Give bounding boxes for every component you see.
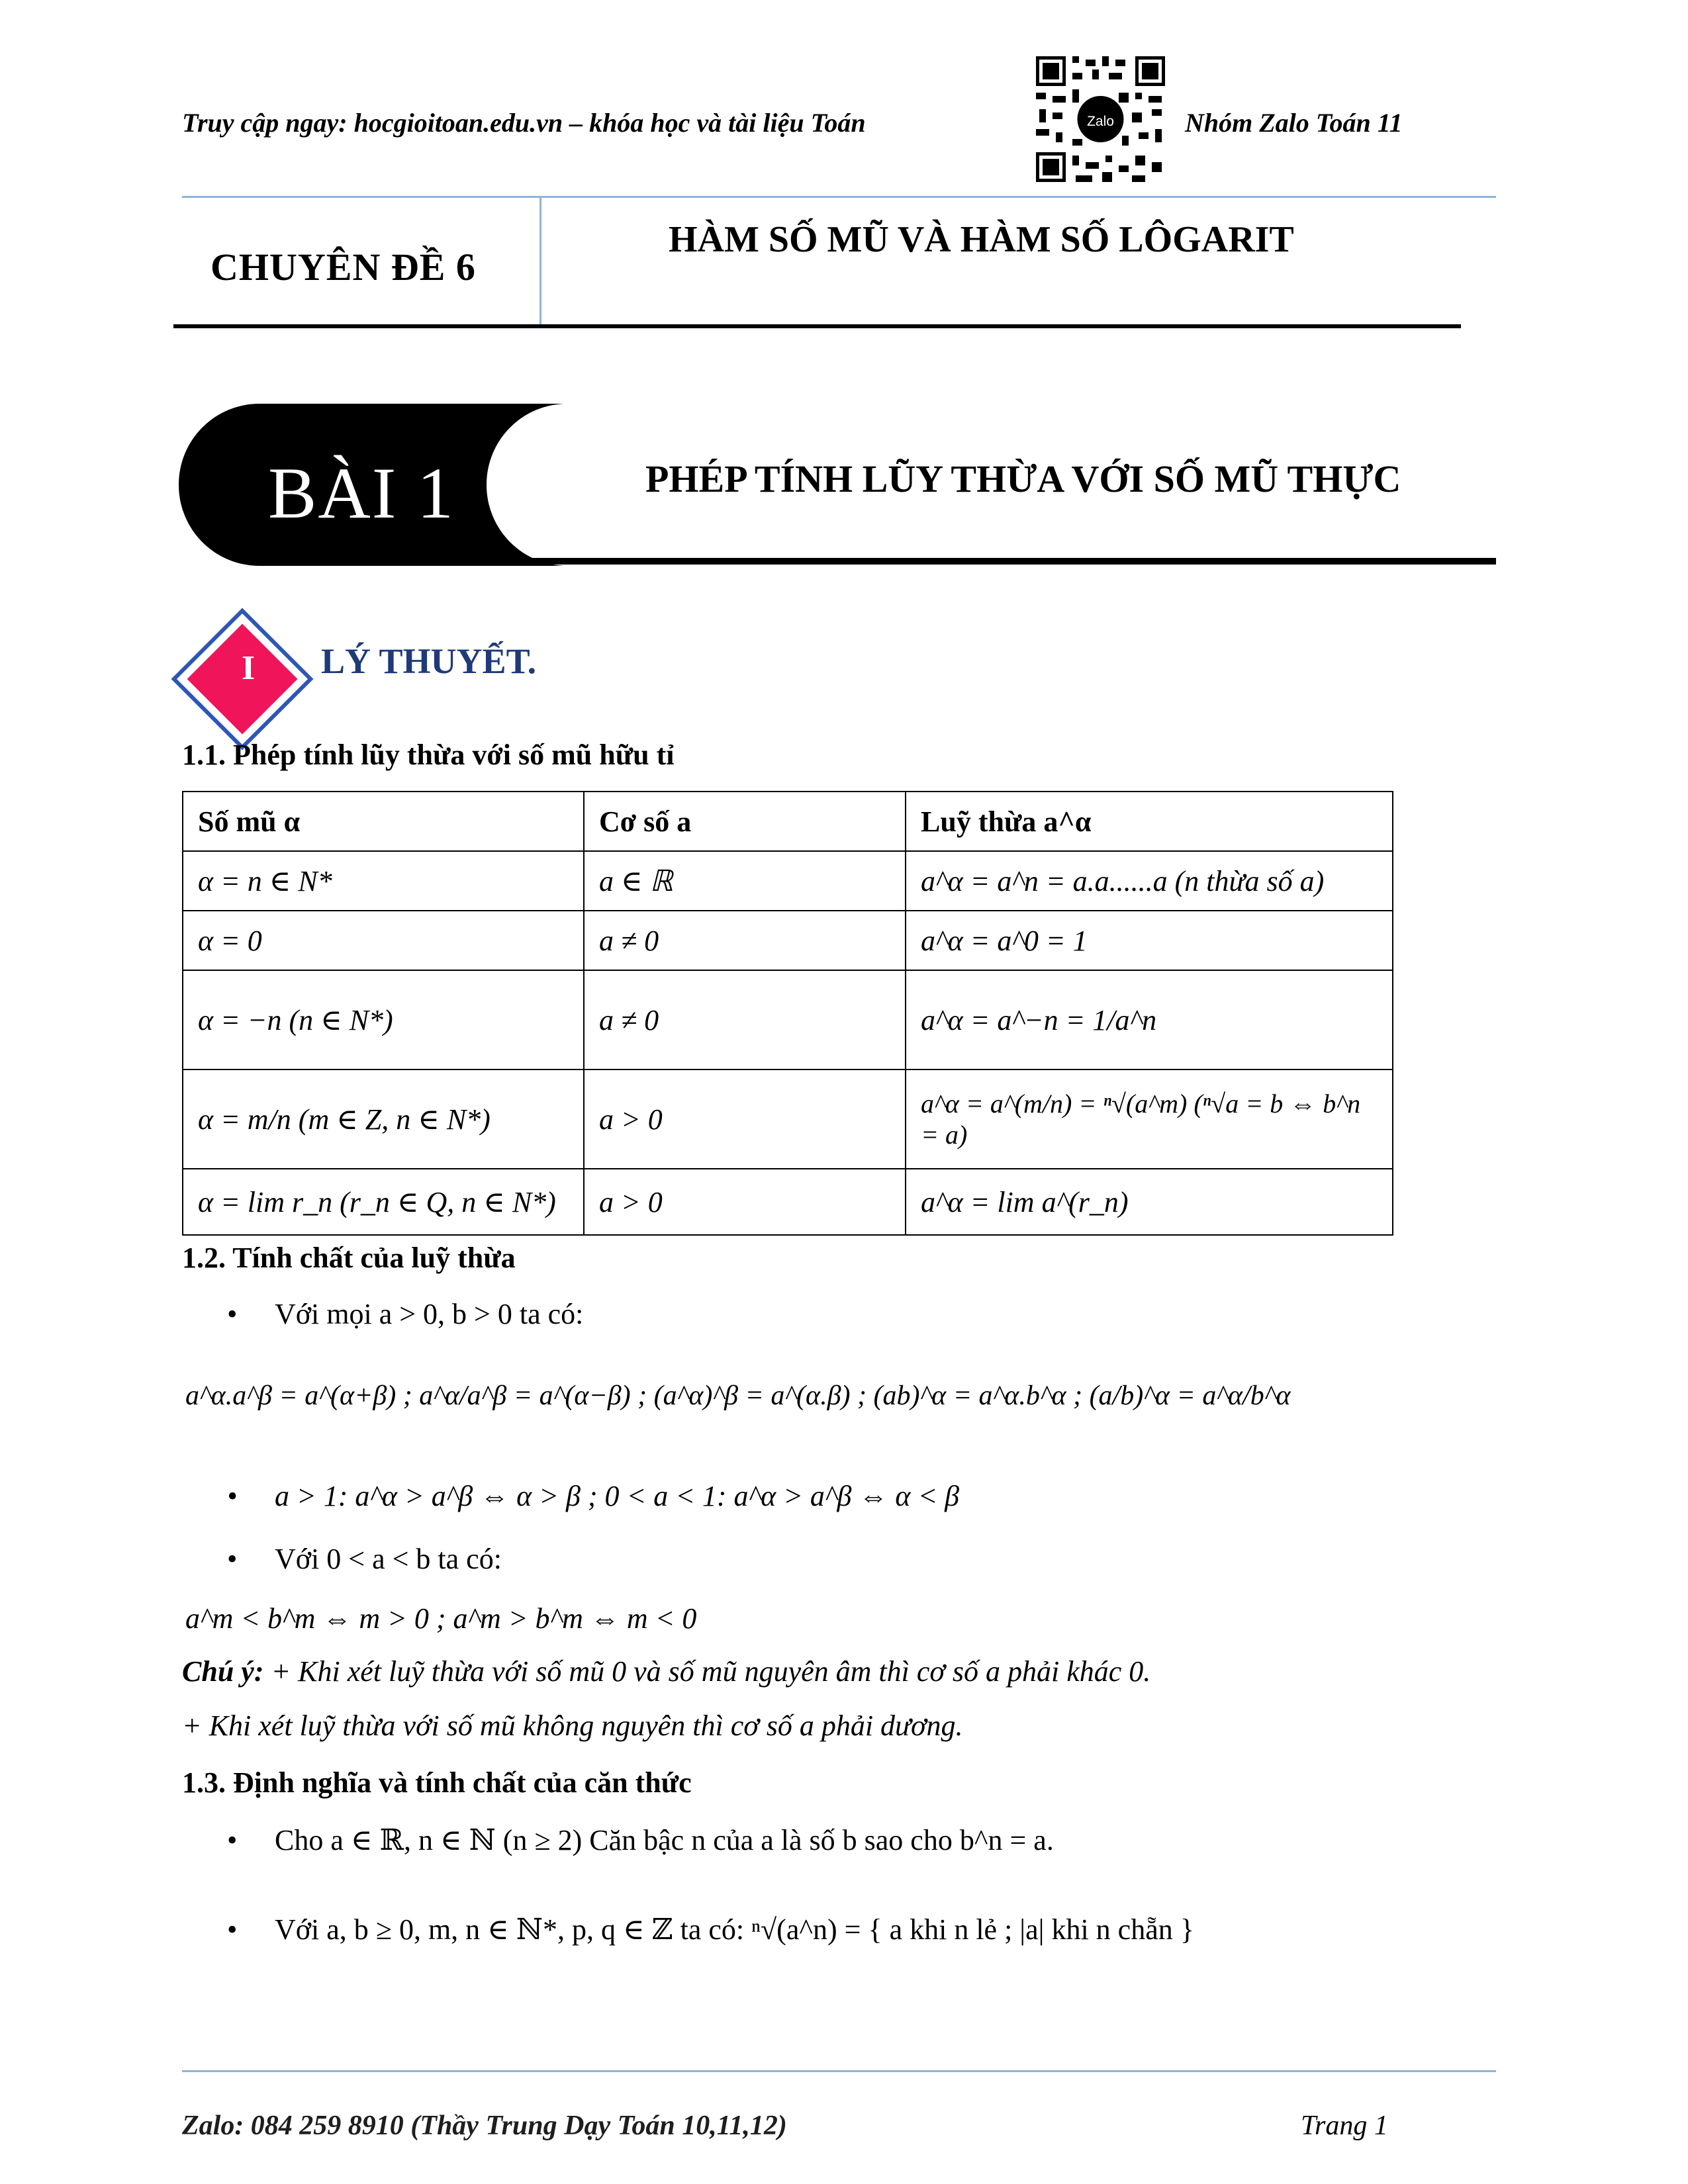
table-cell: α = lim r_n (r_n ∈ Q, n ∈ N*) — [183, 1169, 584, 1235]
table-cell: a^α = a^0 = 1 — [906, 911, 1393, 970]
table-cell: a^α = a^n = a.a......a (n thừa số a) — [906, 851, 1393, 911]
lesson-label: BÀI 1 — [268, 453, 455, 533]
note-label: Chú ý: — [182, 1655, 264, 1688]
table-row — [183, 1169, 1393, 1235]
svg-text:Zalo: Zalo — [1087, 114, 1114, 129]
list-item: • Với a, b ≥ 0, m, n ∈ ℕ*, p, q ∈ ℤ ta có: ⁿ√(a^n) = { a khi n lẻ ; |a| khi n chẵn } — [275, 1913, 1466, 1946]
section-number: I — [241, 649, 256, 687]
table-row — [183, 851, 1393, 911]
power-formulas: a^α.a^β = a^(α+β) ; a^α/a^β = a^(α−β) ; (a^α)^β = a^(α.β) ; (ab)^α = a^α.b^α ; (a/b)^α = a^α/b^α — [185, 1381, 1291, 1411]
footer-divider — [182, 2070, 1496, 2072]
table-header-row — [183, 792, 1393, 851]
list-item: • Cho a ∈ ℝ, n ∈ ℕ (n ≥ 2) Căn bậc n của a là số b sao cho b^n = a. — [275, 1823, 1054, 1857]
table-cell: a^α = a^(m/n) = ⁿ√(a^m) (ⁿ√a = b ⇔ b^n = a) — [906, 1069, 1393, 1169]
table-row — [183, 911, 1393, 970]
table-cell: a > 0 — [584, 1069, 906, 1169]
table-cell: α = −n (n ∈ N*) — [183, 970, 584, 1069]
table-cell: a^α = lim a^(r_n) — [906, 1169, 1393, 1235]
table-cell: a^α = a^−n = 1/a^n — [906, 970, 1393, 1069]
heading-1-3: 1.3. Định nghĩa và tính chất của căn thức — [182, 1766, 692, 1799]
note-text-1: + Khi xét luỹ thừa với số mũ 0 và số mũ nguyên âm thì cơ số a phải khác 0. — [271, 1655, 1151, 1688]
table-cell: a > 0 — [584, 1169, 906, 1235]
list-item: • Với mọi a > 0, b > 0 ta có: — [275, 1297, 583, 1331]
chapter-label: CHUYÊN ĐỀ 6 — [211, 246, 476, 289]
table-row — [183, 970, 1393, 1069]
note-line-1 — [182, 1655, 1150, 1688]
note-line-2: + Khi xét luỹ thừa với số mũ không nguyên thì cơ số a phải dương. — [182, 1709, 963, 1742]
lesson-badge-curve — [487, 404, 645, 566]
chapter-vertical-divider — [539, 196, 541, 328]
header-zalo-group: Nhóm Zalo Toán 11 — [1185, 108, 1403, 138]
chapter-rule — [173, 324, 1461, 328]
lesson-title: PHÉP TÍNH LŨY THỪA VỚI SỐ MŨ THỰC — [645, 457, 1401, 500]
table-cell: a ≠ 0 — [584, 911, 906, 970]
table-header-cell: Cơ số a — [584, 792, 906, 851]
power-table — [182, 791, 1393, 1236]
heading-1-1: 1.1. Phép tính lũy thừa với số mũ hữu tỉ — [182, 739, 675, 771]
header-divider — [182, 196, 1496, 198]
table-cell: α = 0 — [183, 911, 584, 970]
list-item: • a > 1: a^α > a^β ⇔ α > β ; 0 < a < 1: a^α > a^β ⇔ α < β — [275, 1479, 959, 1513]
table-cell: a ∈ ℝ — [584, 851, 906, 911]
table-cell: α = n ∈ N* — [183, 851, 584, 911]
page-number: Trang 1 — [1301, 2111, 1388, 2141]
table-row — [183, 1069, 1393, 1169]
qr-code-icon — [1033, 53, 1168, 185]
list-item: • Với 0 < a < b ta có: — [275, 1542, 502, 1576]
lesson-rule — [530, 558, 1496, 565]
heading-1-2: 1.2. Tính chất của luỹ thừa — [182, 1242, 516, 1274]
footer-contact: Zalo: 084 259 8910 (Thầy Trung Dạy Toán 10,11,12) — [182, 2111, 787, 2141]
inequality-line: a^m < b^m ⇔ m > 0 ; a^m > b^m ⇔ m < 0 — [185, 1602, 697, 1635]
table-header-cell: Luỹ thừa a^α — [906, 792, 1393, 851]
section-title: LÝ THUYẾT. — [321, 641, 537, 681]
chapter-topic: HÀM SỐ MŨ VÀ HÀM SỐ LÔGARIT — [669, 219, 1294, 260]
table-cell: a ≠ 0 — [584, 970, 906, 1069]
header-site-text: Truy cập ngay: hocgioitoan.edu.vn – khóa học và tài liệu Toán — [182, 108, 866, 138]
table-cell: α = m/n (m ∈ Z, n ∈ N*) — [183, 1069, 584, 1169]
table-header-cell: Số mũ α — [183, 792, 584, 851]
